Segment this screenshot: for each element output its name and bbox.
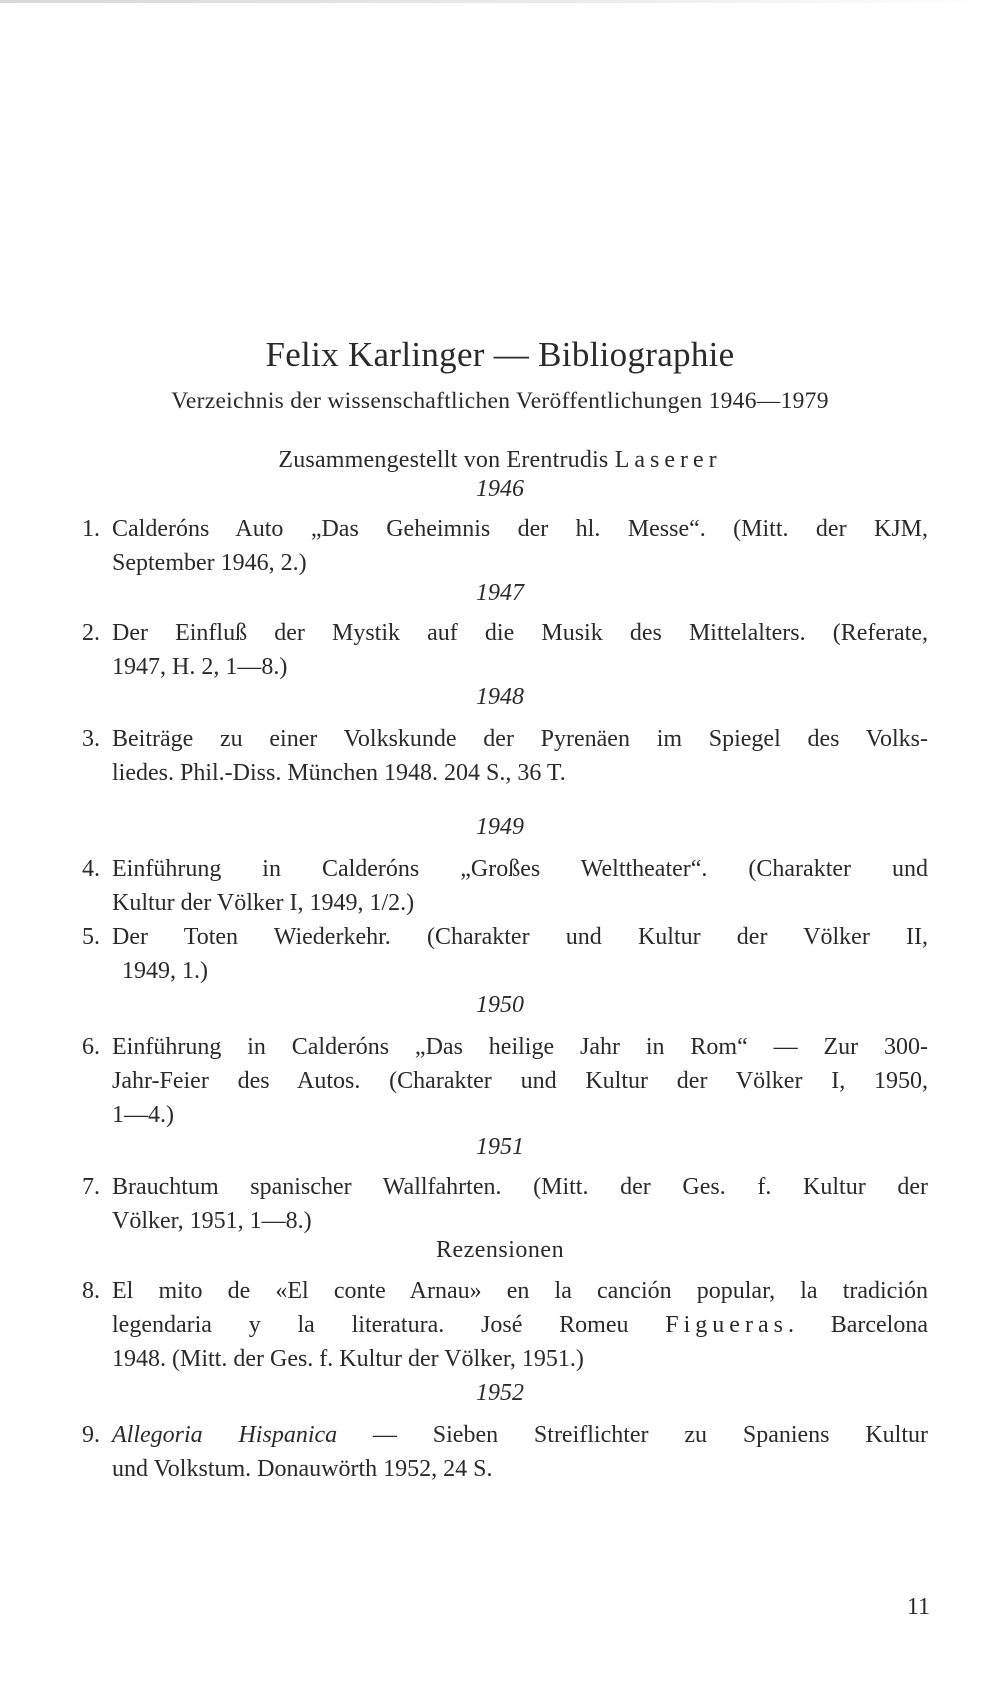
entry-text-line: Brauchtum spanischer Wallfahrten. (Mitt. der Ges. f. Kultur der [112,1174,928,1200]
year-heading-1949: 1949 [476,814,524,840]
page-number: 11 [906,1594,930,1620]
entry-text-line [112,1308,928,1342]
year-heading-1951: 1951 [476,1134,524,1160]
entry-text-line: 1948. (Mitt. der Ges. f. Kultur der Völker, 1951.) [112,1346,584,1372]
entry-text-line [112,1418,928,1452]
entry-text-line: Der Einfluß der Mystik auf die Musik des Mittelalters. (Referate, [112,620,928,646]
entry-text-line: Jahr-Feier des Autos. (Charakter und Kultur der Völker I, 1950, [112,1068,928,1094]
year-heading-1946: 1946 [476,476,524,502]
entry-text-line: Der Toten Wiederkehr. (Charakter und Kultur der Völker II, [112,924,928,950]
year-heading-1950: 1950 [476,992,524,1018]
scan-top-edge [0,0,1000,3]
compiler-credit [0,447,1000,474]
entry-text-line: Beiträge zu einer Volkskunde der Pyrenäen im Spiegel des Volks- [112,726,928,752]
author-surname: Figueras [665,1312,788,1338]
entry-text-line: El mito de «El conte Arnau» en la canción popular, la tradición [112,1278,928,1304]
compiler-surname: Laserer [614,447,722,473]
entry-text-segment: — Sieben Streiflichter zu Spaniens Kultur [337,1422,928,1448]
year-heading-1952: 1952 [476,1380,524,1406]
entry-text-line: September 1946, 2.) [112,550,307,576]
entry-text-segment: legendaria y la literatura. José Romeu [112,1312,629,1338]
entry-text-line: 1—4.) [112,1102,174,1128]
section-heading-reviews: Rezensionen [435,1237,565,1263]
entry-text-line: Einführung in Calderóns „Das heilige Jahr in Rom“ — Zur 300- [112,1034,928,1060]
compiler-prefix: Zusammengestellt von Erentrudis [278,447,609,473]
entry-text-line: Kultur der Völker I, 1949, 1/2.) [112,890,415,916]
entry-number: 6. [82,1034,100,1060]
entry-text-line: Einführung in Calderóns „Großes Welttheater“. (Charakter und [112,856,928,882]
entry-text-line: 1949, 1.) [122,958,208,984]
year-heading-1947: 1947 [476,580,524,606]
entry-text-line: Calderóns Auto „Das Geheimnis der hl. Messe“. (Mitt. der KJM, [112,516,928,542]
entry-number: 7. [82,1174,100,1200]
entry-number: 4. [82,856,100,882]
entry-number: 9. [82,1422,100,1448]
book-title: Allegoria Hispanica [112,1422,338,1448]
entry-text-line: liedes. Phil.-Diss. München 1948. 204 S., 36 T. [112,760,566,786]
entry-number: 8. [82,1278,100,1304]
entry-number: 5. [82,924,100,950]
entry-number: 2. [82,620,100,646]
entry-text-line: 1947, H. 2, 1—8.) [112,654,288,680]
page-subtitle: Verzeichnis der wissenschaftlichen Veröffentlichungen 1946—1979 [171,388,829,414]
entry-text-line: Völker, 1951, 1—8.) [112,1208,312,1234]
entry-text-line: und Volkstum. Donauwörth 1952, 24 S. [112,1456,493,1482]
year-heading-1948: 1948 [476,684,524,710]
page-title: Felix Karlinger — Bibliographie [265,335,735,374]
entry-number: 3. [82,726,100,752]
entry-number: 1. [82,516,100,542]
entry-text-segment: . Barcelona [787,1312,929,1338]
